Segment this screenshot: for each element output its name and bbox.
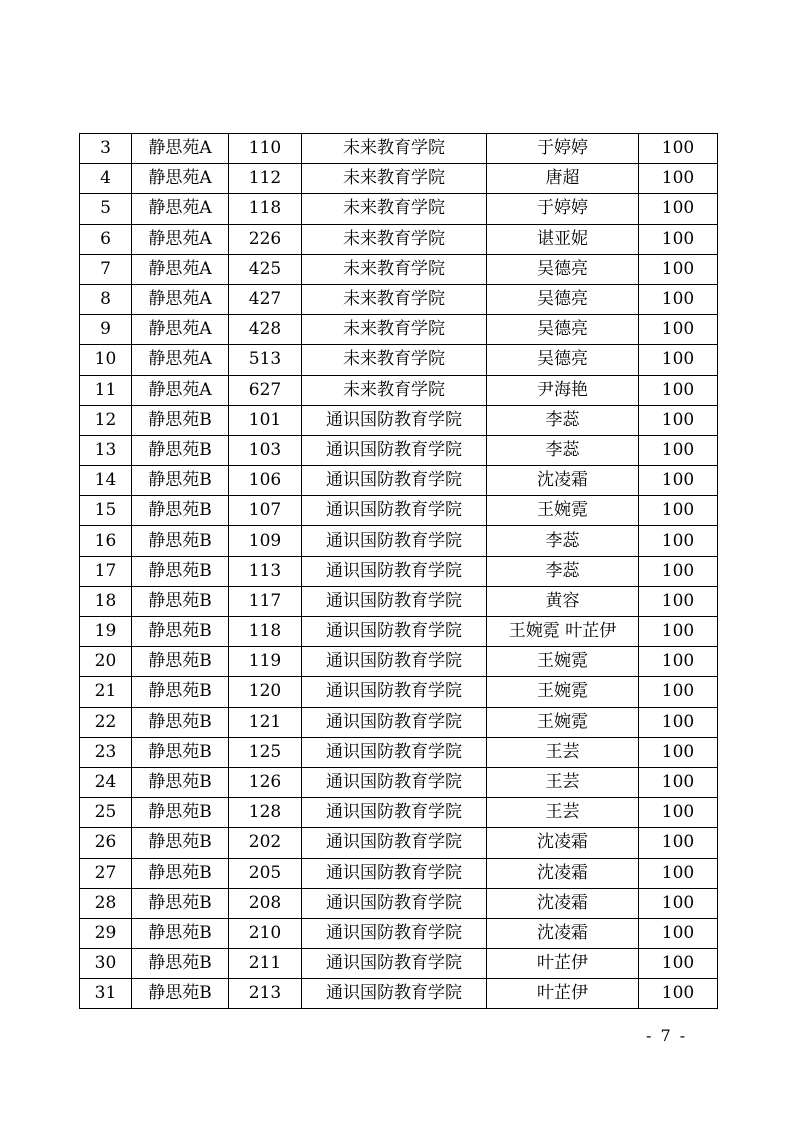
building-cell: 静思苑A — [132, 284, 229, 314]
table-row — [80, 617, 718, 647]
room-number-cell: 210 — [229, 918, 302, 948]
college-cell: 通识国防教育学院 — [302, 828, 487, 858]
college-cell: 未来教育学院 — [302, 164, 487, 194]
counselor-cell: 吴德亮 — [487, 345, 639, 375]
building-cell: 静思苑B — [132, 647, 229, 677]
table-row — [80, 647, 718, 677]
counselor-cell: 吴德亮 — [487, 315, 639, 345]
counselor-cell: 王婉霓 — [487, 647, 639, 677]
counselor-cell: 于婷婷 — [487, 194, 639, 224]
building-cell: 静思苑B — [132, 767, 229, 797]
table-row — [80, 707, 718, 737]
score-cell: 100 — [639, 315, 718, 345]
table-row — [80, 496, 718, 526]
row-index-cell: 17 — [80, 556, 132, 586]
table-row — [80, 345, 718, 375]
college-cell: 通识国防教育学院 — [302, 617, 487, 647]
row-index-cell: 25 — [80, 798, 132, 828]
table-row — [80, 466, 718, 496]
row-index-cell: 13 — [80, 435, 132, 465]
counselor-cell: 李蕊 — [487, 526, 639, 556]
room-number-cell: 425 — [229, 254, 302, 284]
score-cell: 100 — [639, 526, 718, 556]
college-cell: 通识国防教育学院 — [302, 586, 487, 616]
college-cell: 通识国防教育学院 — [302, 435, 487, 465]
row-index-cell: 9 — [80, 315, 132, 345]
table-row — [80, 556, 718, 586]
score-cell: 100 — [639, 617, 718, 647]
table-row — [80, 134, 718, 164]
table-row — [80, 677, 718, 707]
table-row — [80, 737, 718, 767]
building-cell: 静思苑A — [132, 254, 229, 284]
score-cell: 100 — [639, 164, 718, 194]
building-cell: 静思苑B — [132, 556, 229, 586]
row-index-cell: 6 — [80, 224, 132, 254]
score-cell: 100 — [639, 556, 718, 586]
college-cell: 通识国防教育学院 — [302, 737, 487, 767]
counselor-cell: 尹海艳 — [487, 375, 639, 405]
room-number-cell: 106 — [229, 466, 302, 496]
building-cell: 静思苑A — [132, 224, 229, 254]
score-cell: 100 — [639, 767, 718, 797]
room-number-cell: 118 — [229, 194, 302, 224]
college-cell: 未来教育学院 — [302, 254, 487, 284]
table-row — [80, 918, 718, 948]
row-index-cell: 11 — [80, 375, 132, 405]
row-index-cell: 14 — [80, 466, 132, 496]
table-row — [80, 315, 718, 345]
score-cell: 100 — [639, 375, 718, 405]
table-row — [80, 435, 718, 465]
row-index-cell: 26 — [80, 828, 132, 858]
table-row — [80, 828, 718, 858]
row-index-cell: 28 — [80, 888, 132, 918]
counselor-cell: 吴德亮 — [487, 254, 639, 284]
score-cell: 100 — [639, 918, 718, 948]
row-index-cell: 19 — [80, 617, 132, 647]
college-cell: 通识国防教育学院 — [302, 767, 487, 797]
row-index-cell: 10 — [80, 345, 132, 375]
room-number-cell: 213 — [229, 979, 302, 1009]
college-cell: 通识国防教育学院 — [302, 707, 487, 737]
college-cell: 未来教育学院 — [302, 194, 487, 224]
table-row — [80, 526, 718, 556]
row-index-cell: 27 — [80, 858, 132, 888]
row-index-cell: 20 — [80, 647, 132, 677]
room-number-cell: 118 — [229, 617, 302, 647]
score-cell: 100 — [639, 345, 718, 375]
room-number-cell: 103 — [229, 435, 302, 465]
counselor-cell: 谌亚妮 — [487, 224, 639, 254]
room-number-cell: 205 — [229, 858, 302, 888]
college-cell: 通识国防教育学院 — [302, 949, 487, 979]
table-row — [80, 284, 718, 314]
building-cell: 静思苑B — [132, 979, 229, 1009]
counselor-cell: 李蕊 — [487, 556, 639, 586]
score-cell: 100 — [639, 858, 718, 888]
college-cell: 通识国防教育学院 — [302, 979, 487, 1009]
table-row — [80, 979, 718, 1009]
counselor-cell: 唐超 — [487, 164, 639, 194]
score-cell: 100 — [639, 979, 718, 1009]
building-cell: 静思苑A — [132, 164, 229, 194]
score-cell: 100 — [639, 284, 718, 314]
table-body — [80, 134, 718, 1009]
score-cell: 100 — [639, 466, 718, 496]
building-cell: 静思苑A — [132, 375, 229, 405]
table-row — [80, 375, 718, 405]
counselor-cell: 沈凌霜 — [487, 858, 639, 888]
counselor-cell: 于婷婷 — [487, 134, 639, 164]
college-cell: 通识国防教育学院 — [302, 526, 487, 556]
score-cell: 100 — [639, 586, 718, 616]
score-cell: 100 — [639, 828, 718, 858]
row-index-cell: 24 — [80, 767, 132, 797]
counselor-cell: 沈凌霜 — [487, 466, 639, 496]
college-cell: 通识国防教育学院 — [302, 798, 487, 828]
building-cell: 静思苑A — [132, 345, 229, 375]
room-number-cell: 120 — [229, 677, 302, 707]
room-number-cell: 202 — [229, 828, 302, 858]
counselor-cell: 王婉霓 叶芷伊 — [487, 617, 639, 647]
college-cell: 通识国防教育学院 — [302, 647, 487, 677]
row-index-cell: 30 — [80, 949, 132, 979]
room-number-cell: 109 — [229, 526, 302, 556]
college-cell: 未来教育学院 — [302, 345, 487, 375]
building-cell: 静思苑B — [132, 949, 229, 979]
college-cell: 未来教育学院 — [302, 315, 487, 345]
room-number-cell: 110 — [229, 134, 302, 164]
row-index-cell: 4 — [80, 164, 132, 194]
table-row — [80, 586, 718, 616]
counselor-cell: 王婉霓 — [487, 707, 639, 737]
room-number-cell: 112 — [229, 164, 302, 194]
counselor-cell: 王芸 — [487, 737, 639, 767]
room-number-cell: 128 — [229, 798, 302, 828]
page-number: - 7 - — [646, 1026, 688, 1045]
table-row — [80, 949, 718, 979]
score-cell: 100 — [639, 254, 718, 284]
row-index-cell: 29 — [80, 918, 132, 948]
college-cell: 通识国防教育学院 — [302, 888, 487, 918]
building-cell: 静思苑A — [132, 134, 229, 164]
score-cell: 100 — [639, 888, 718, 918]
room-number-cell: 126 — [229, 767, 302, 797]
building-cell: 静思苑B — [132, 798, 229, 828]
row-index-cell: 15 — [80, 496, 132, 526]
building-cell: 静思苑B — [132, 435, 229, 465]
college-cell: 通识国防教育学院 — [302, 918, 487, 948]
room-number-cell: 627 — [229, 375, 302, 405]
building-cell: 静思苑B — [132, 617, 229, 647]
room-number-cell: 208 — [229, 888, 302, 918]
room-number-cell: 101 — [229, 405, 302, 435]
counselor-cell: 沈凌霜 — [487, 828, 639, 858]
row-index-cell: 31 — [80, 979, 132, 1009]
college-cell: 通识国防教育学院 — [302, 556, 487, 586]
score-cell: 100 — [639, 194, 718, 224]
college-cell: 未来教育学院 — [302, 375, 487, 405]
room-number-cell: 125 — [229, 737, 302, 767]
counselor-cell: 王婉霓 — [487, 496, 639, 526]
score-cell: 100 — [639, 405, 718, 435]
building-cell: 静思苑B — [132, 707, 229, 737]
score-cell: 100 — [639, 435, 718, 465]
room-number-cell: 513 — [229, 345, 302, 375]
building-cell: 静思苑B — [132, 586, 229, 616]
dormitory-score-table — [79, 133, 718, 1009]
row-index-cell: 7 — [80, 254, 132, 284]
counselor-cell: 李蕊 — [487, 405, 639, 435]
college-cell: 通识国防教育学院 — [302, 858, 487, 888]
table-row — [80, 254, 718, 284]
row-index-cell: 18 — [80, 586, 132, 616]
score-cell: 100 — [639, 496, 718, 526]
score-cell: 100 — [639, 224, 718, 254]
college-cell: 通识国防教育学院 — [302, 466, 487, 496]
row-index-cell: 16 — [80, 526, 132, 556]
table-row — [80, 798, 718, 828]
row-index-cell: 23 — [80, 737, 132, 767]
room-number-cell: 226 — [229, 224, 302, 254]
table-row — [80, 767, 718, 797]
building-cell: 静思苑B — [132, 828, 229, 858]
building-cell: 静思苑A — [132, 315, 229, 345]
room-number-cell: 113 — [229, 556, 302, 586]
counselor-cell: 沈凌霜 — [487, 918, 639, 948]
score-cell: 100 — [639, 949, 718, 979]
room-number-cell: 211 — [229, 949, 302, 979]
table-row — [80, 405, 718, 435]
score-cell: 100 — [639, 647, 718, 677]
score-cell: 100 — [639, 707, 718, 737]
room-number-cell: 428 — [229, 315, 302, 345]
room-number-cell: 427 — [229, 284, 302, 314]
room-number-cell: 121 — [229, 707, 302, 737]
counselor-cell: 吴德亮 — [487, 284, 639, 314]
table-row — [80, 858, 718, 888]
building-cell: 静思苑B — [132, 918, 229, 948]
counselor-cell: 黄容 — [487, 586, 639, 616]
counselor-cell: 李蕊 — [487, 435, 639, 465]
college-cell: 通识国防教育学院 — [302, 496, 487, 526]
college-cell: 未来教育学院 — [302, 284, 487, 314]
row-index-cell: 22 — [80, 707, 132, 737]
score-cell: 100 — [639, 134, 718, 164]
counselor-cell: 王芸 — [487, 767, 639, 797]
college-cell: 未来教育学院 — [302, 134, 487, 164]
college-cell: 通识国防教育学院 — [302, 677, 487, 707]
building-cell: 静思苑B — [132, 405, 229, 435]
table-row — [80, 224, 718, 254]
building-cell: 静思苑B — [132, 466, 229, 496]
score-cell: 100 — [639, 677, 718, 707]
room-number-cell: 107 — [229, 496, 302, 526]
building-cell: 静思苑B — [132, 737, 229, 767]
score-cell: 100 — [639, 798, 718, 828]
building-cell: 静思苑B — [132, 888, 229, 918]
table-row — [80, 164, 718, 194]
row-index-cell: 8 — [80, 284, 132, 314]
table-row — [80, 888, 718, 918]
counselor-cell: 叶芷伊 — [487, 949, 639, 979]
building-cell: 静思苑B — [132, 677, 229, 707]
counselor-cell: 王芸 — [487, 798, 639, 828]
building-cell: 静思苑B — [132, 526, 229, 556]
row-index-cell: 3 — [80, 134, 132, 164]
college-cell: 通识国防教育学院 — [302, 405, 487, 435]
row-index-cell: 21 — [80, 677, 132, 707]
score-cell: 100 — [639, 737, 718, 767]
building-cell: 静思苑B — [132, 496, 229, 526]
counselor-cell: 叶芷伊 — [487, 979, 639, 1009]
counselor-cell: 王婉霓 — [487, 677, 639, 707]
row-index-cell: 12 — [80, 405, 132, 435]
row-index-cell: 5 — [80, 194, 132, 224]
room-number-cell: 117 — [229, 586, 302, 616]
college-cell: 未来教育学院 — [302, 224, 487, 254]
building-cell: 静思苑A — [132, 194, 229, 224]
room-number-cell: 119 — [229, 647, 302, 677]
counselor-cell: 沈凌霜 — [487, 888, 639, 918]
table-row — [80, 194, 718, 224]
building-cell: 静思苑B — [132, 858, 229, 888]
